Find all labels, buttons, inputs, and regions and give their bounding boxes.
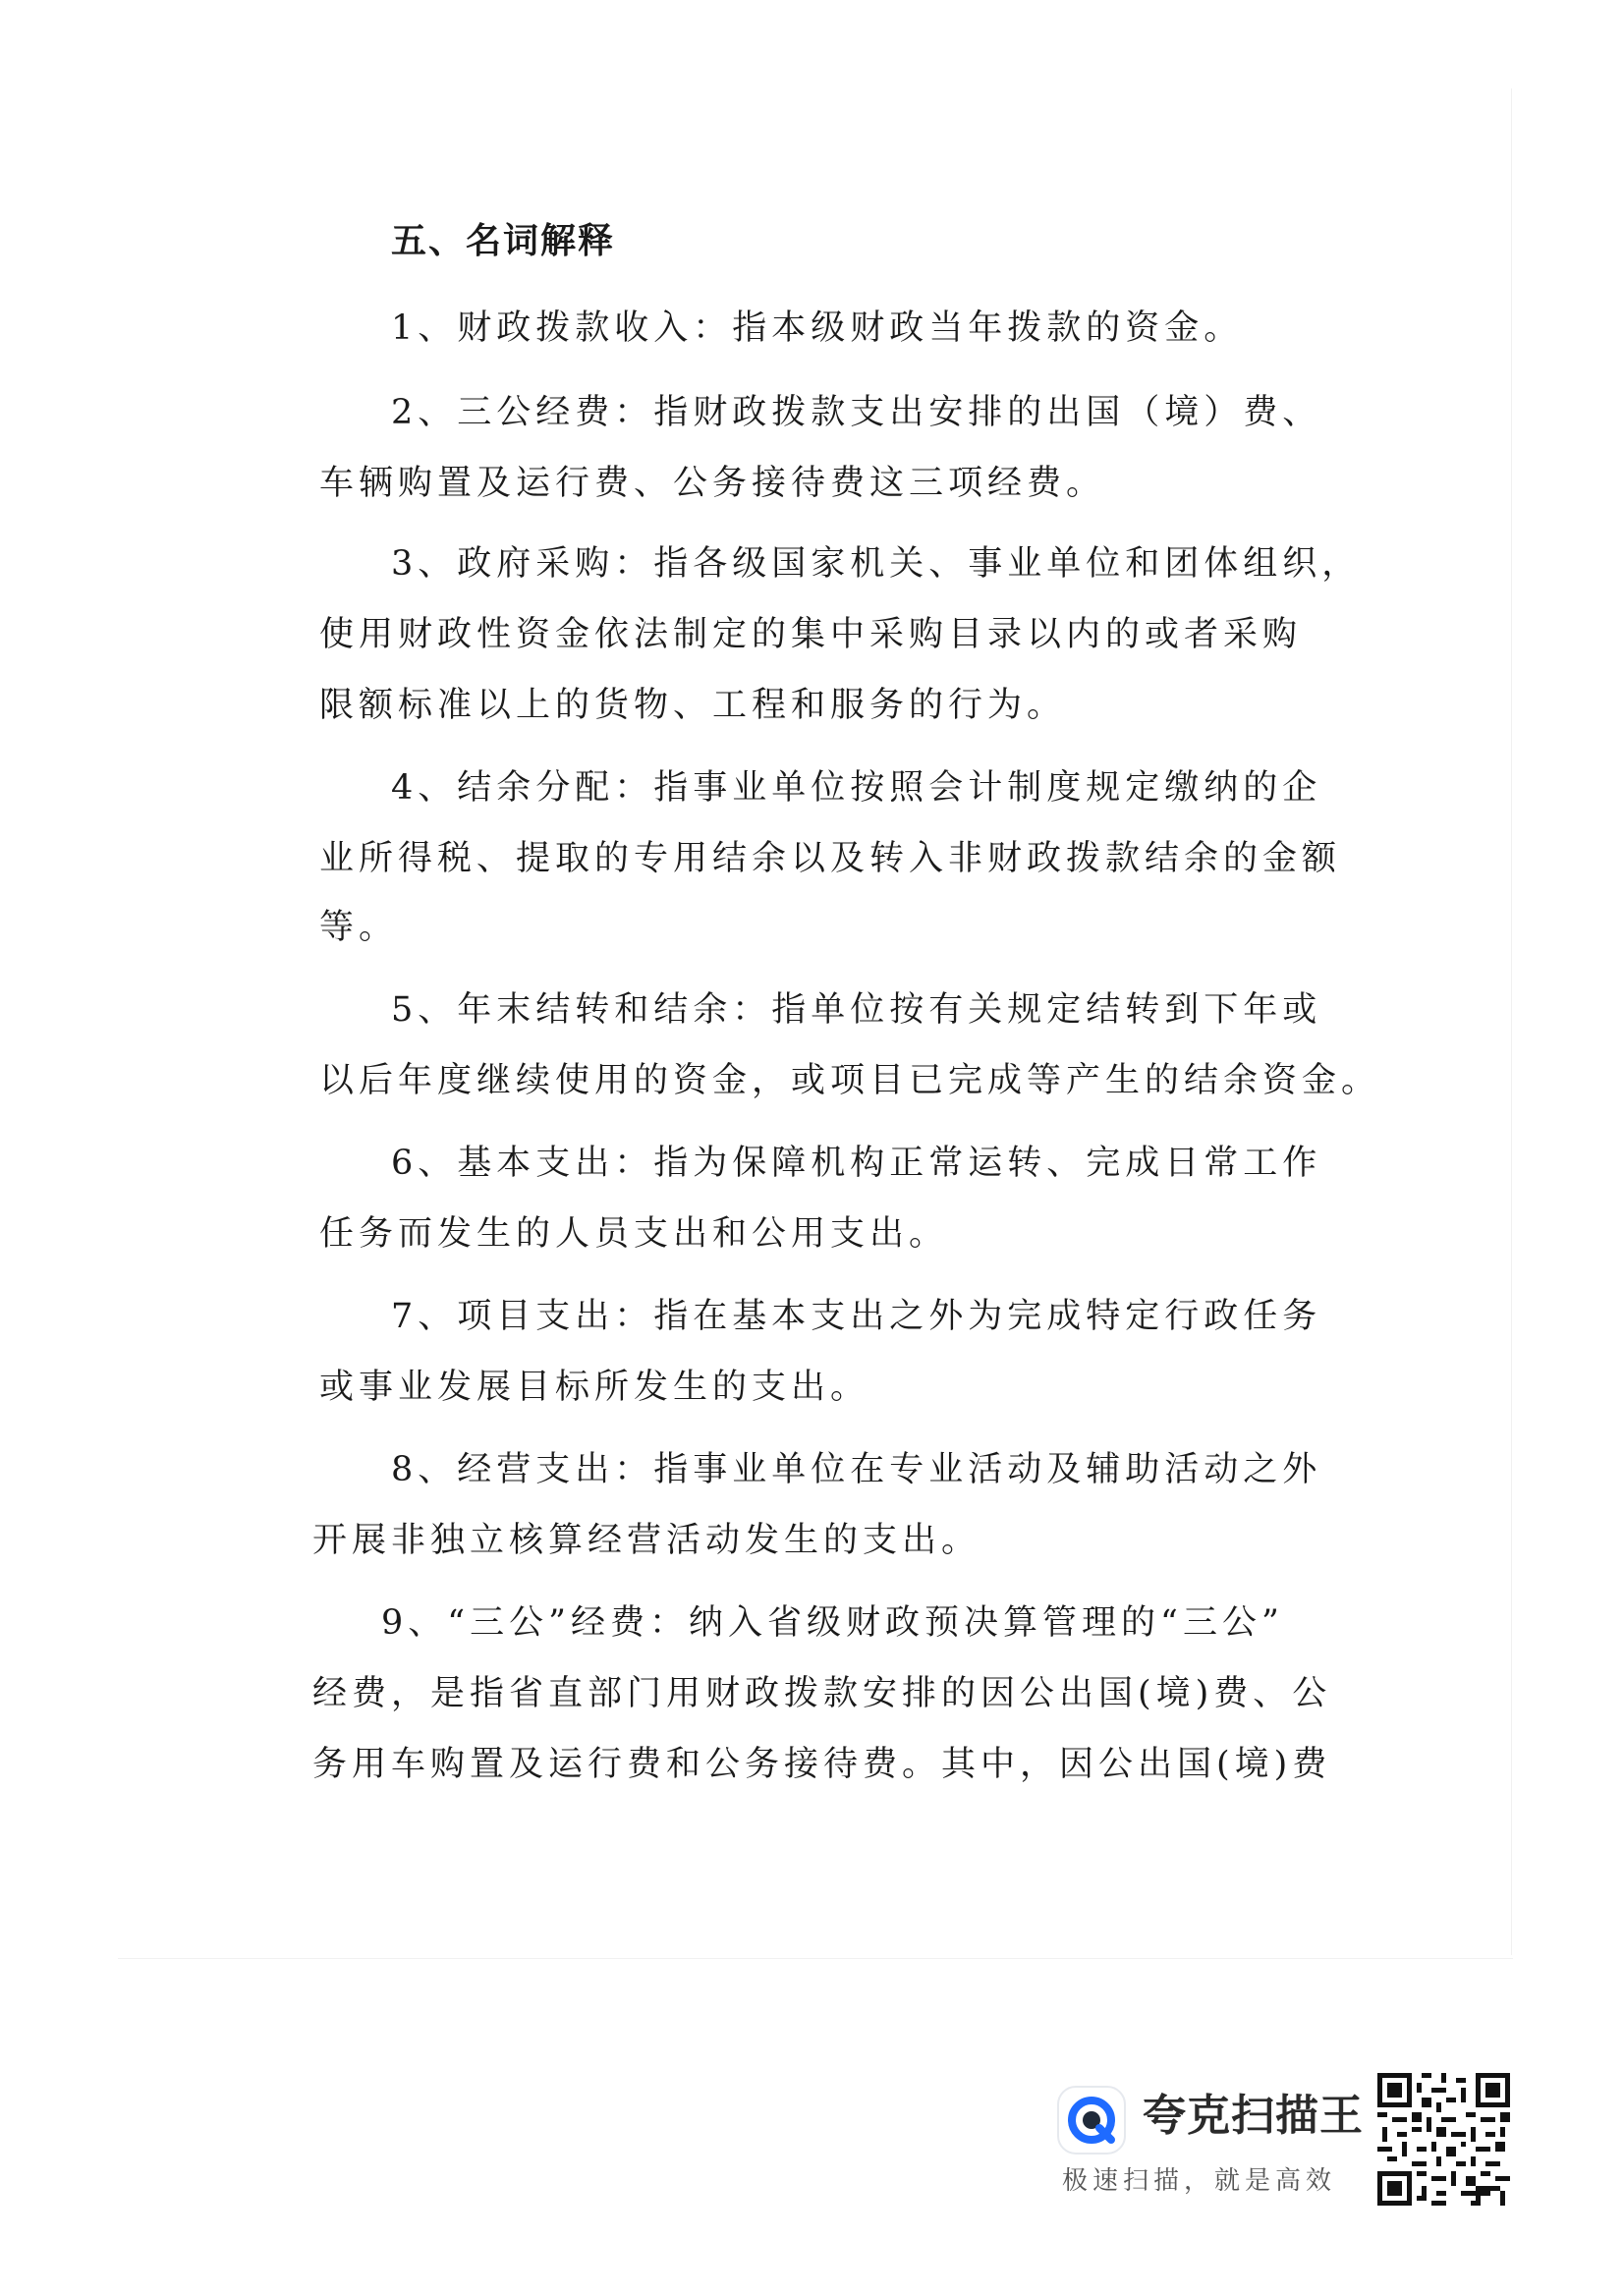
paragraph-line: 业所得税、提取的专用结余以及转入非财政拨款结余的金额 bbox=[319, 839, 1342, 878]
section-heading: 五、名词解释 bbox=[391, 221, 616, 261]
paragraph-line: 任务而发生的人员支出和公用支出。 bbox=[319, 1214, 949, 1254]
paragraph-line: 3、政府采购：指各级国家机关、事业单位和团体组织， bbox=[391, 544, 1362, 584]
page-edge bbox=[1511, 88, 1512, 1955]
paragraph-line: 开展非独立核算经营活动发生的支出。 bbox=[312, 1521, 981, 1560]
brand-name: 夸克扫描王 bbox=[1143, 2091, 1364, 2141]
paragraph-line: 4、结余分配：指事业单位按照会计制度规定缴纳的企 bbox=[391, 768, 1322, 808]
paragraph-line: 5、年末结转和结余：指单位按有关规定结转到下年或 bbox=[391, 990, 1322, 1030]
quark-logo-icon bbox=[1056, 2085, 1127, 2155]
paragraph-line: 8、经营支出：指事业单位在专业活动及辅助活动之外 bbox=[391, 1450, 1322, 1489]
page-edge bbox=[118, 1958, 1513, 1959]
brand-slogan: 极速扫描，就是高效 bbox=[1062, 2166, 1337, 2196]
paragraph-line: 使用财政性资金依法制定的集中采购目录以内的或者采购 bbox=[319, 615, 1303, 654]
paragraph-line: 限额标准以上的货物、工程和服务的行为。 bbox=[319, 686, 1067, 725]
paragraph-line: 9、“三公”经费：纳入省级财政预决算管理的“三公” bbox=[381, 1603, 1284, 1643]
paragraph-line: 或事业发展目标所发生的支出。 bbox=[319, 1368, 870, 1407]
paragraph-line: 2、三公经费：指财政拨款支出安排的出国（境）费、 bbox=[391, 393, 1322, 432]
paragraph-line: 车辆购置及运行费、公务接待费这三项经费。 bbox=[319, 464, 1106, 503]
paragraph-line: 1、财政拨款收入：指本级财政当年拨款的资金。 bbox=[391, 308, 1244, 348]
paragraph-line: 等。 bbox=[319, 908, 399, 947]
qr-code-icon bbox=[1377, 2073, 1510, 2206]
paragraph-line: 经费，是指省直部门用财政拨款安排的因公出国(境)费、公 bbox=[312, 1674, 1332, 1713]
paragraph-line: 务用车购置及运行费和公务接待费。其中，因公出国(境)费 bbox=[312, 1745, 1332, 1784]
paragraph-line: 以后年度继续使用的资金，或项目已完成等产生的结余资金。 bbox=[319, 1061, 1381, 1100]
paragraph-line: 6、基本支出：指为保障机构正常运转、完成日常工作 bbox=[391, 1144, 1322, 1183]
paragraph-line: 7、项目支出：指在基本支出之外为完成特定行政任务 bbox=[391, 1297, 1322, 1336]
